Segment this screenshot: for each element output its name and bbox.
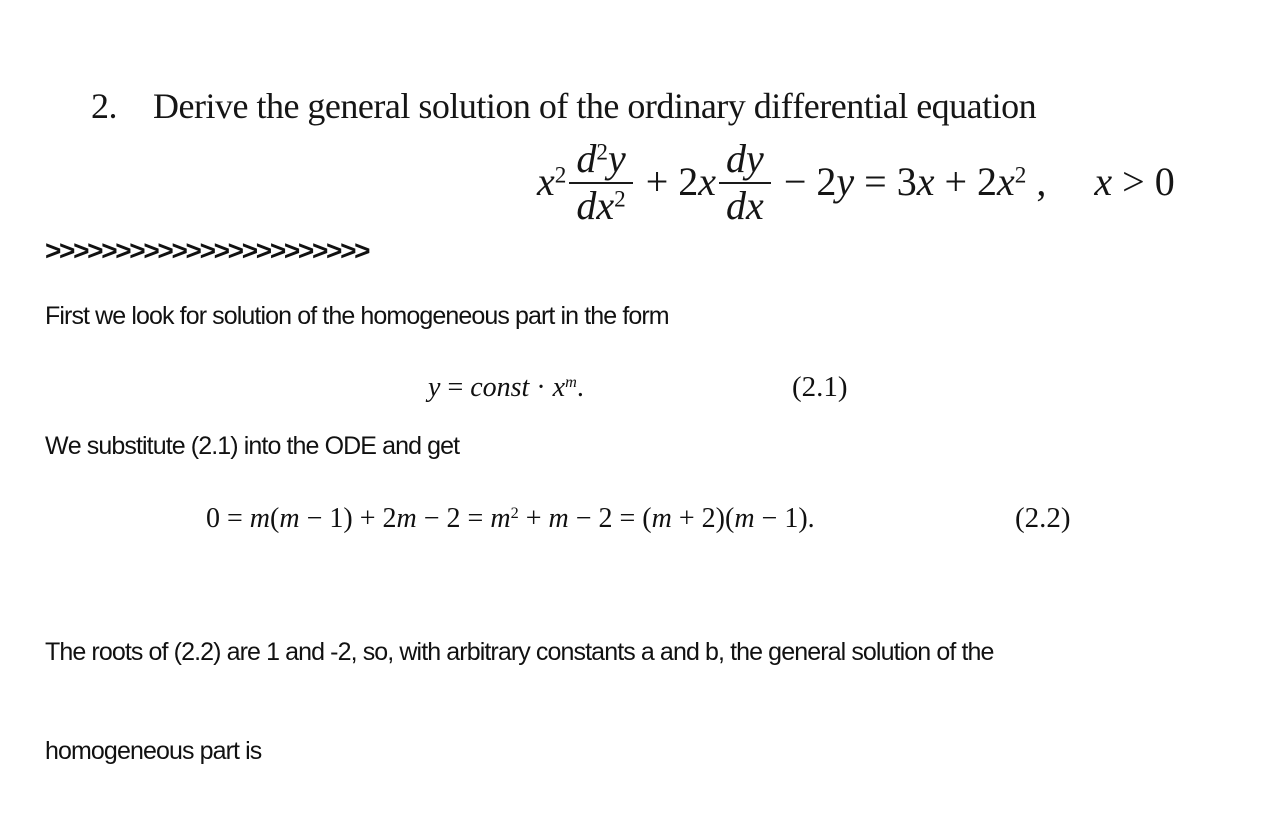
- math-token: + 2: [635, 159, 699, 205]
- math-token: = 3: [854, 159, 917, 205]
- paragraph-line: homogeneous part is: [45, 737, 262, 765]
- ode-display-equation: [537, 137, 1175, 229]
- math-exponent: 2: [596, 139, 608, 166]
- ode-term-x-squared: [537, 160, 566, 205]
- math-token: x: [997, 159, 1015, 205]
- fraction-denominator: dx: [719, 182, 771, 229]
- ode-domain-condition: [1094, 160, 1174, 205]
- math-token: − 2: [773, 159, 837, 205]
- math-token: ·: [529, 372, 553, 403]
- math-token: +: [518, 503, 549, 534]
- math-token: m: [548, 503, 569, 534]
- math-token: − 1) + 2: [299, 503, 397, 534]
- math-exponent: 2: [614, 186, 626, 213]
- fraction-numerator: dy: [726, 136, 764, 181]
- math-token: =: [440, 372, 471, 403]
- math-exponent: 2: [554, 162, 567, 189]
- fraction-d2y-dx2: [569, 137, 632, 229]
- math-token: − 2 =: [416, 503, 491, 534]
- math-token: − 1).: [754, 503, 815, 534]
- math-token: x: [916, 159, 935, 205]
- math-token: y: [836, 159, 855, 205]
- math-token: > 0: [1112, 159, 1175, 205]
- problem-title: Derive the general solution of the ordinary differential equation: [153, 86, 1037, 126]
- paragraph-line: The roots of (2.2) are 1 and -2, so, with arbitrary constants a and b, the general solution of the: [45, 638, 994, 666]
- math-exponent: 2: [510, 504, 519, 523]
- fraction-numerator: [569, 137, 632, 182]
- math-token: .: [576, 372, 584, 403]
- equation-2-1: [428, 374, 584, 402]
- math-token: x: [552, 372, 566, 403]
- math-token: y: [428, 372, 441, 403]
- equation-2-2: [206, 505, 815, 533]
- paragraph-homogeneous-intro: First we look for solution of the homogeneous part in the form: [45, 302, 669, 330]
- math-token: m: [249, 503, 271, 534]
- math-token: m: [279, 503, 300, 534]
- math-token: m: [651, 503, 672, 534]
- math-token: m: [490, 503, 511, 534]
- math-token: m: [734, 503, 755, 534]
- ode-rhs: [774, 160, 1047, 205]
- math-token: + 2: [934, 159, 998, 205]
- equation-label-2-2: (2.2): [1015, 502, 1071, 534]
- math-token: const: [470, 372, 530, 403]
- math-exponent: 2: [1014, 162, 1027, 189]
- math-token: m: [396, 503, 417, 534]
- math-token: ,: [1026, 159, 1047, 205]
- ode-term-plus-2x: [636, 160, 716, 205]
- equation-label-2-1: (2.1): [792, 371, 848, 403]
- math-token: (: [270, 503, 280, 534]
- fraction-denominator: [569, 182, 632, 229]
- math-token: − 2 = (: [568, 503, 652, 534]
- paragraph-roots-conclusion: [45, 570, 994, 834]
- math-token: dx: [576, 182, 615, 228]
- math-token: x: [1094, 159, 1113, 205]
- math-exponent: m: [565, 373, 577, 392]
- math-token: x: [698, 159, 717, 205]
- chevron-separator: >>>>>>>>>>>>>>>>>>>>>>>: [45, 235, 369, 266]
- math-token: x: [537, 159, 555, 205]
- problem-number: 2.: [91, 86, 117, 126]
- math-token: + 2)(: [671, 503, 735, 534]
- math-token: 0 =: [206, 503, 250, 534]
- fraction-dy-dx: [719, 137, 771, 229]
- math-token: y: [607, 136, 626, 181]
- math-token: d: [576, 136, 597, 181]
- paragraph-substitute: We substitute (2.1) into the ODE and get: [45, 432, 460, 460]
